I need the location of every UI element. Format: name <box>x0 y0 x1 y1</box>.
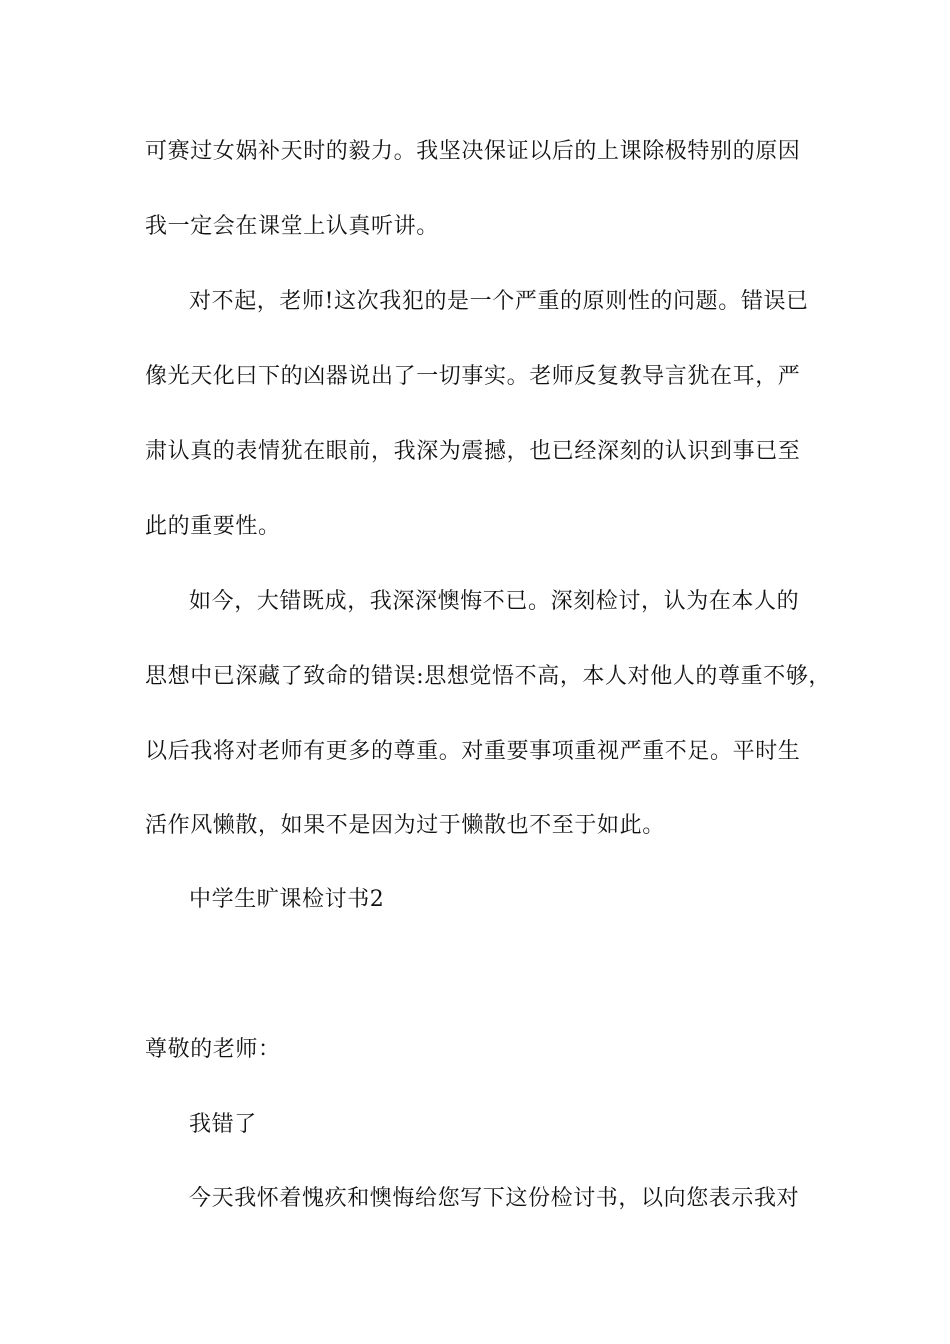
body-text-line: 以后我将对老师有更多的尊重。对重要事项重视严重不足。平时生 <box>145 739 801 764</box>
paragraph-first-line: 今天我怀着愧疚和懊悔给您写下这份检讨书，以向您表示我对 <box>189 1186 800 1211</box>
body-text-line: 可赛过女娲补天时的毅力。我坚决保证以后的上课除极特别的原因 <box>145 139 801 164</box>
salutation: 尊敬的老师： <box>145 1037 281 1062</box>
body-text-line: 肃认真的表情犹在眼前，我深为震撼，也已经深刻的认识到事已至 <box>145 439 801 464</box>
body-text-line: 我一定会在课堂上认真听讲。 <box>145 214 439 239</box>
paragraph-first-line: 如今，大错既成，我深深懊悔不已。深刻检讨，认为在本人的 <box>189 589 800 614</box>
body-text-line: 活作风懒散，如果不是因为过于懒散也不至于如此。 <box>145 813 665 838</box>
body-text-line: 此的重要性。 <box>145 514 281 539</box>
body-text-line: 像光天化曰下的凶器说出了一切事实。老师反复教导言犹在耳，严 <box>145 364 801 389</box>
paragraph-first-line: 我错了 <box>189 1112 257 1137</box>
section-title: 中学生旷课检讨书2 <box>189 887 385 912</box>
paragraph-first-line: 对不起，老师!这次我犯的是一个严重的原则性的问题。错误已 <box>189 289 809 314</box>
body-text-line: 思想中已深藏了致命的错误:思想觉悟不高，本人对他人的尊重不够， <box>145 664 832 689</box>
